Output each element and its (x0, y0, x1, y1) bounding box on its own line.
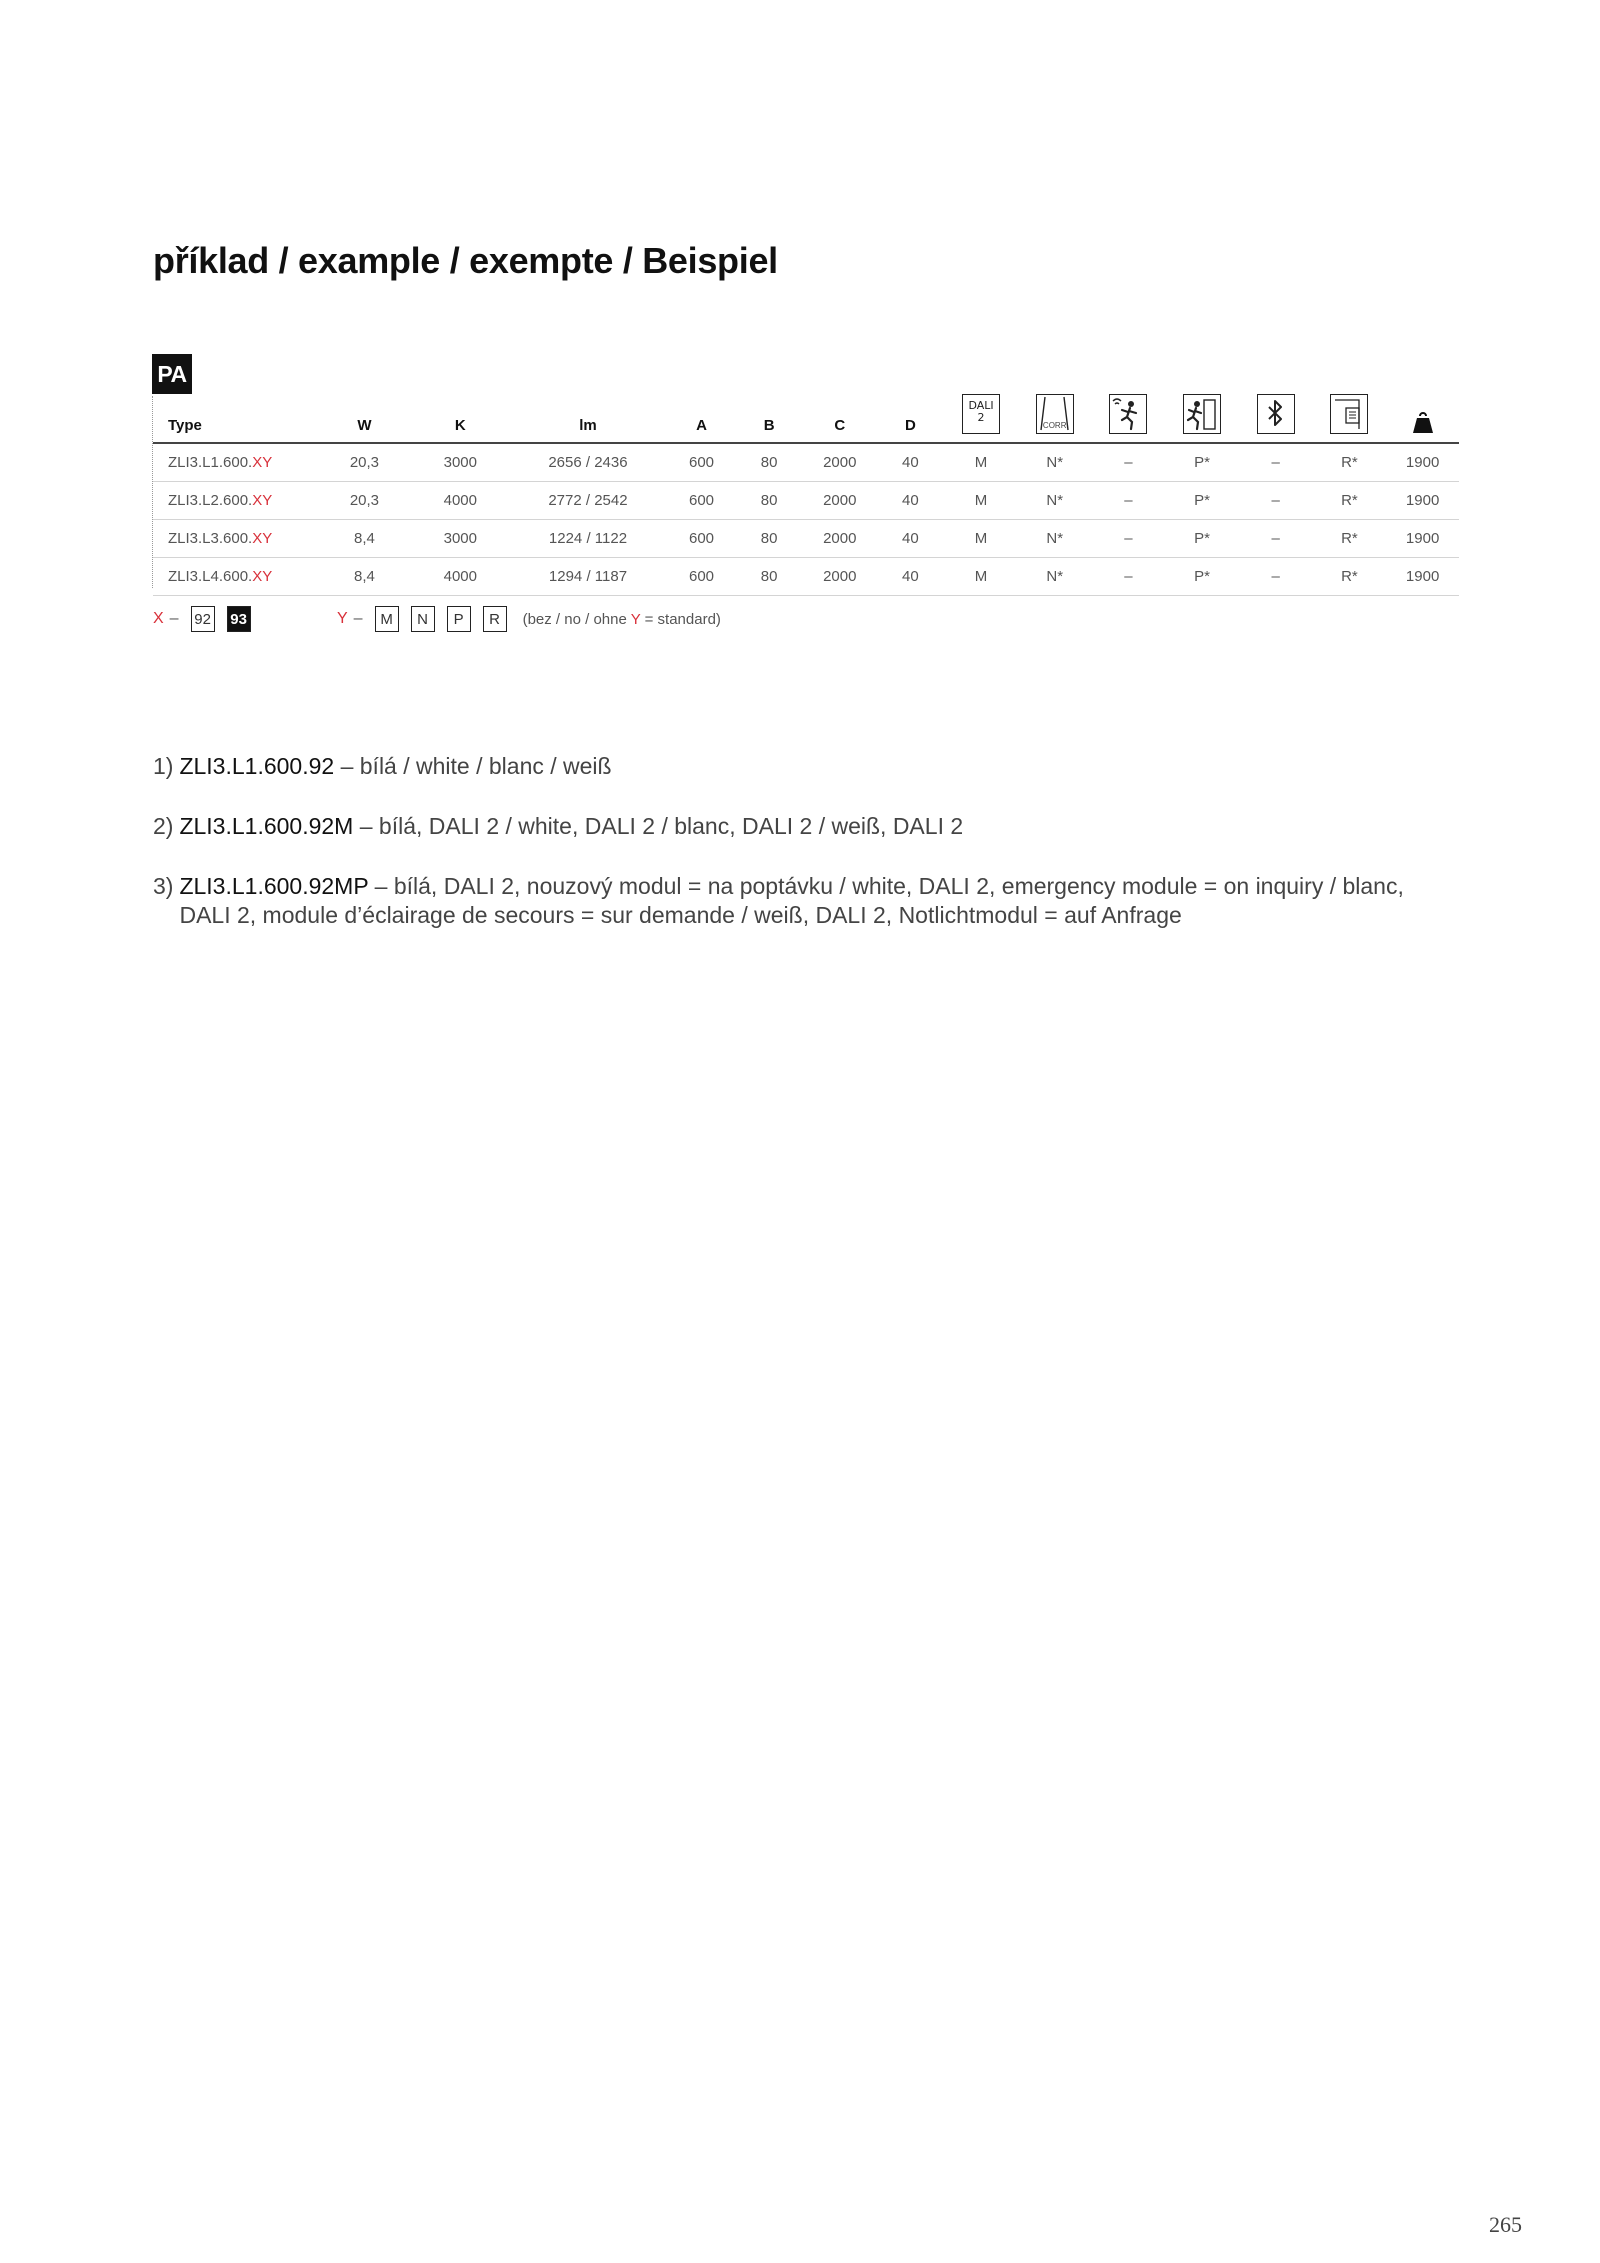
footnote-1: 1) ZLI3.L1.600.92 – bílá / white / blanc / weiß (153, 753, 612, 779)
cell-corr: N* (1018, 520, 1092, 558)
cell-lm: 1294 / 1187 (508, 558, 667, 596)
header-driver (1313, 378, 1387, 443)
cell-a: 600 (668, 482, 736, 520)
header-type: Type (153, 378, 317, 443)
cell-type: ZLI3.L4.600.XY (153, 558, 317, 596)
cell-b: 80 (735, 520, 803, 558)
cell-weight: 1900 (1386, 443, 1459, 482)
cell-weight: 1900 (1386, 482, 1459, 520)
table-row (153, 558, 1459, 596)
legend-x-label: X (153, 610, 164, 627)
cell-k: 3000 (412, 443, 508, 482)
header-lm: lm (508, 378, 667, 443)
cell-driver: R* (1313, 443, 1387, 482)
cell-driver: R* (1313, 558, 1387, 596)
dali2-icon: DALI 2 (962, 394, 1000, 434)
cell-d: 40 (877, 482, 945, 520)
cell-emergency: P* (1165, 520, 1239, 558)
cell-b: 80 (735, 558, 803, 596)
cell-sensor: – (1092, 482, 1166, 520)
header-sensor (1092, 378, 1166, 443)
cell-lm: 2656 / 2436 (508, 443, 667, 482)
footnote-2: 2) ZLI3.L1.600.92M – bílá, DALI 2 / white, DALI 2 / blanc, DALI 2 / weiß, DALI 2 (153, 813, 964, 839)
cell-weight: 1900 (1386, 520, 1459, 558)
cell-c: 2000 (803, 482, 877, 520)
option-m: M (375, 606, 399, 632)
header-c: C (803, 378, 877, 443)
legend-y-dash: – (353, 610, 363, 627)
cell-k: 4000 (412, 482, 508, 520)
option-n: N (411, 606, 435, 632)
cell-corr: N* (1018, 482, 1092, 520)
cell-driver: R* (1313, 520, 1387, 558)
cell-dali: M (944, 482, 1018, 520)
cell-bluetooth: – (1239, 443, 1313, 482)
corridor-icon: CORR (1036, 394, 1074, 434)
cell-a: 600 (668, 558, 736, 596)
legend-x-dash: – (169, 610, 179, 627)
cell-c: 2000 (803, 520, 877, 558)
table-header-row (153, 378, 1459, 443)
cell-dali: M (944, 520, 1018, 558)
header-emergency (1165, 378, 1239, 443)
emergency-exit-icon (1183, 394, 1221, 434)
footnote-3: 3) ZLI3.L1.600.92MP – bílá, DALI 2, nouzový modul = na poptávku / white, DALI 2, emergency module = on inquiry / blanc, DALI 2, module d’éclairage de secours = sur demande / weiß, DALI 2, Notlichtmodul = auf Anfrage (153, 873, 1404, 928)
spec-table (153, 378, 1459, 596)
table-row (153, 520, 1459, 558)
header-a: A (668, 378, 736, 443)
cell-emergency: P* (1165, 482, 1239, 520)
cell-sensor: – (1092, 520, 1166, 558)
cell-sensor: – (1092, 558, 1166, 596)
weight-icon (1411, 410, 1435, 434)
header-weight (1386, 378, 1459, 443)
header-dali (944, 378, 1018, 443)
cell-a: 600 (668, 520, 736, 558)
cell-w: 20,3 (317, 482, 413, 520)
cell-d: 40 (877, 558, 945, 596)
cell-weight: 1900 (1386, 558, 1459, 596)
header-w: W (317, 378, 413, 443)
cell-w: 20,3 (317, 443, 413, 482)
footnote-3-code: ZLI3.L1.600.92MP (179, 873, 369, 899)
footnote-2-code: ZLI3.L1.600.92M (179, 813, 354, 839)
table-row (153, 482, 1459, 520)
cell-a: 600 (668, 443, 736, 482)
cell-c: 2000 (803, 443, 877, 482)
color-option-93: 93 (227, 606, 251, 632)
cell-b: 80 (735, 443, 803, 482)
cell-bluetooth: – (1239, 520, 1313, 558)
cell-d: 40 (877, 443, 945, 482)
cell-driver: R* (1313, 482, 1387, 520)
cell-type: ZLI3.L3.600.XY (153, 520, 317, 558)
cell-lm: 1224 / 1122 (508, 520, 667, 558)
bluetooth-icon (1257, 394, 1295, 434)
cell-k: 4000 (412, 558, 508, 596)
legend-y-label: Y (337, 610, 348, 627)
driver-box-icon (1330, 394, 1368, 434)
footnotes (153, 752, 1433, 961)
cell-sensor: – (1092, 443, 1166, 482)
option-r: R (483, 606, 507, 632)
spec-table-body (153, 443, 1459, 596)
option-p: P (447, 606, 471, 632)
cell-emergency: P* (1165, 558, 1239, 596)
cell-dali: M (944, 443, 1018, 482)
cell-k: 3000 (412, 520, 508, 558)
cell-w: 8,4 (317, 520, 413, 558)
header-b: B (735, 378, 803, 443)
motion-sensor-icon (1109, 394, 1147, 434)
table-row (153, 443, 1459, 482)
legend-y (337, 606, 721, 632)
cell-bluetooth: – (1239, 558, 1313, 596)
page-heading: příklad / example / exempte / Beispiel (153, 240, 778, 281)
header-corr (1018, 378, 1092, 443)
cell-d: 40 (877, 520, 945, 558)
cell-bluetooth: – (1239, 482, 1313, 520)
cell-type: ZLI3.L1.600.XY (153, 443, 317, 482)
header-d: D (877, 378, 945, 443)
legend-y-note: (bez / no / ohne Y = standard) (522, 610, 721, 628)
color-option-92: 92 (191, 606, 215, 632)
cell-corr: N* (1018, 443, 1092, 482)
legend-x (153, 606, 263, 632)
cell-emergency: P* (1165, 443, 1239, 482)
footnote-1-code: ZLI3.L1.600.92 (179, 753, 335, 779)
header-bluetooth (1239, 378, 1313, 443)
cell-dali: M (944, 558, 1018, 596)
cell-corr: N* (1018, 558, 1092, 596)
cell-w: 8,4 (317, 558, 413, 596)
cell-type: ZLI3.L2.600.XY (153, 482, 317, 520)
header-k: K (412, 378, 508, 443)
pa-badge: PA (152, 354, 192, 394)
cell-lm: 2772 / 2542 (508, 482, 667, 520)
cell-c: 2000 (803, 558, 877, 596)
cell-b: 80 (735, 482, 803, 520)
page-number: 265 (1489, 2212, 1522, 2237)
